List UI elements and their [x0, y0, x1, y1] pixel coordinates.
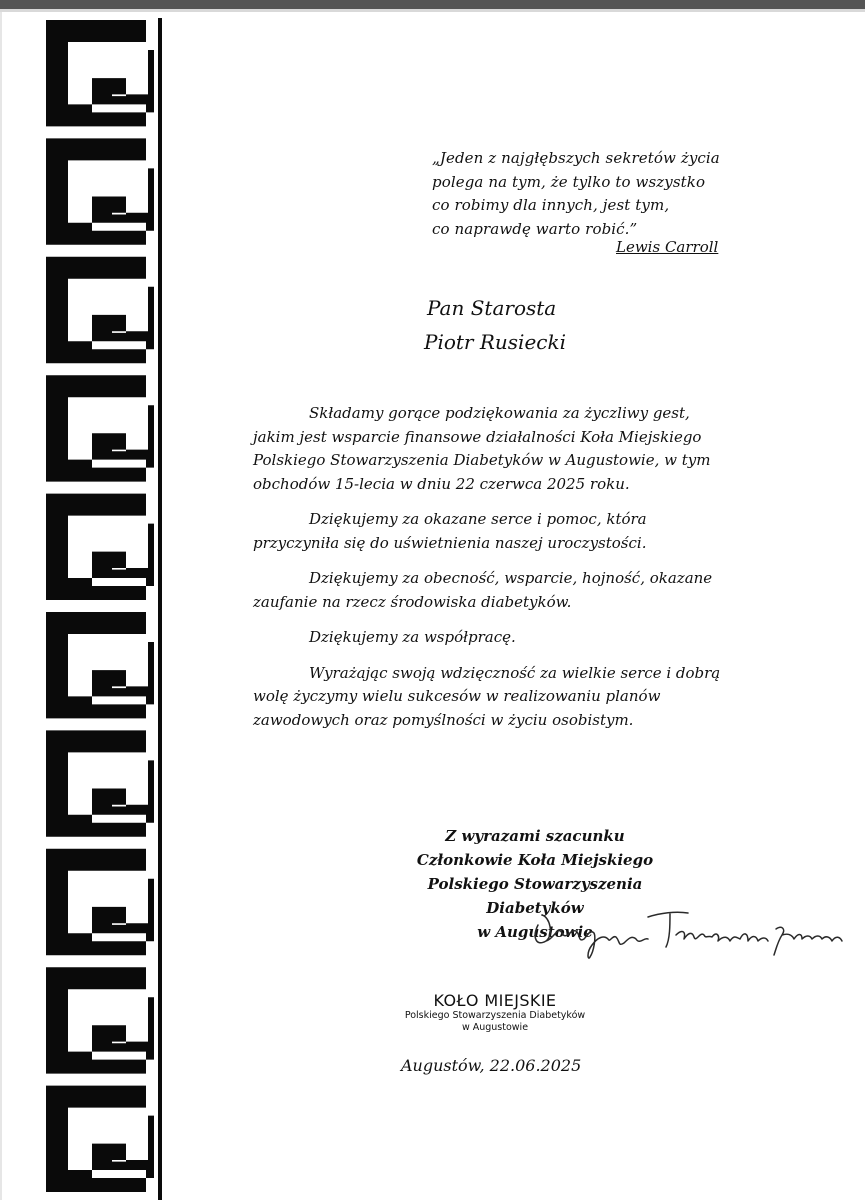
letter-date: Augustów, 22.06.2025 — [401, 1056, 582, 1075]
closing-line: w Augustowie — [477, 923, 593, 941]
quote-author: Lewis Carroll — [616, 238, 719, 256]
quote-line: co robimy dla innych, jest tym, — [432, 196, 670, 214]
paragraph: Dziękujemy za okazane serce i pomoc, która przyczyniła się do uświetnienia naszej uroczystości. — [253, 510, 647, 552]
addressee-name: Piotr Rusiecki — [424, 330, 567, 354]
paragraph: Wyrażając swoją wdzięczność za wielkie serce i dobrą wolę życzymy wielu sukcesów w realizowaniu planów zawodowych oraz pomyślności w życiu osobistym. — [253, 663, 721, 729]
stamp-subtitle: Polskiego Stowarzyszenia Diabetyków — [404, 1010, 586, 1021]
organization-stamp — [380, 991, 610, 1034]
addressee-title: Pan Starosta — [427, 296, 557, 320]
paragraph: Dziękujemy za obecność, wsparcie, hojność, okazane zaufanie na rzecz środowiska diabetyków. — [253, 569, 713, 611]
closing-line: Członkowie Koła Miejskiego — [416, 851, 654, 869]
paragraph: Dziękujemy za współpracę. — [309, 628, 516, 646]
stamp-title: KOŁO MIEJSKIE — [433, 991, 557, 1010]
letter-body — [253, 402, 723, 744]
stamp-location: w Augustowie — [461, 1022, 529, 1033]
paragraph: Składamy gorące podziękowania za życzliwy gest, jakim jest wsparcie finansowe działalności Koła Miejskiego Polskiego Stowarzyszenia Diabetyków w Augustowie, w tym obchodów 15-lecia w dniu 22 czerwca 2025 roku. — [253, 404, 711, 493]
epigraph-quote — [432, 147, 732, 241]
quote-line: polega na tym, że tylko to wszystko — [432, 172, 706, 191]
quote-line: co naprawdę warto robić.” — [432, 219, 638, 238]
closing-line: Z wyrazami szacunku — [445, 827, 625, 845]
closing-line: Polskiego Stowarzyszenia Diabetyków — [427, 875, 643, 917]
quote-line: „Jeden z najgłębszych sekretów życia — [432, 149, 720, 167]
handwritten-signature — [520, 895, 860, 965]
